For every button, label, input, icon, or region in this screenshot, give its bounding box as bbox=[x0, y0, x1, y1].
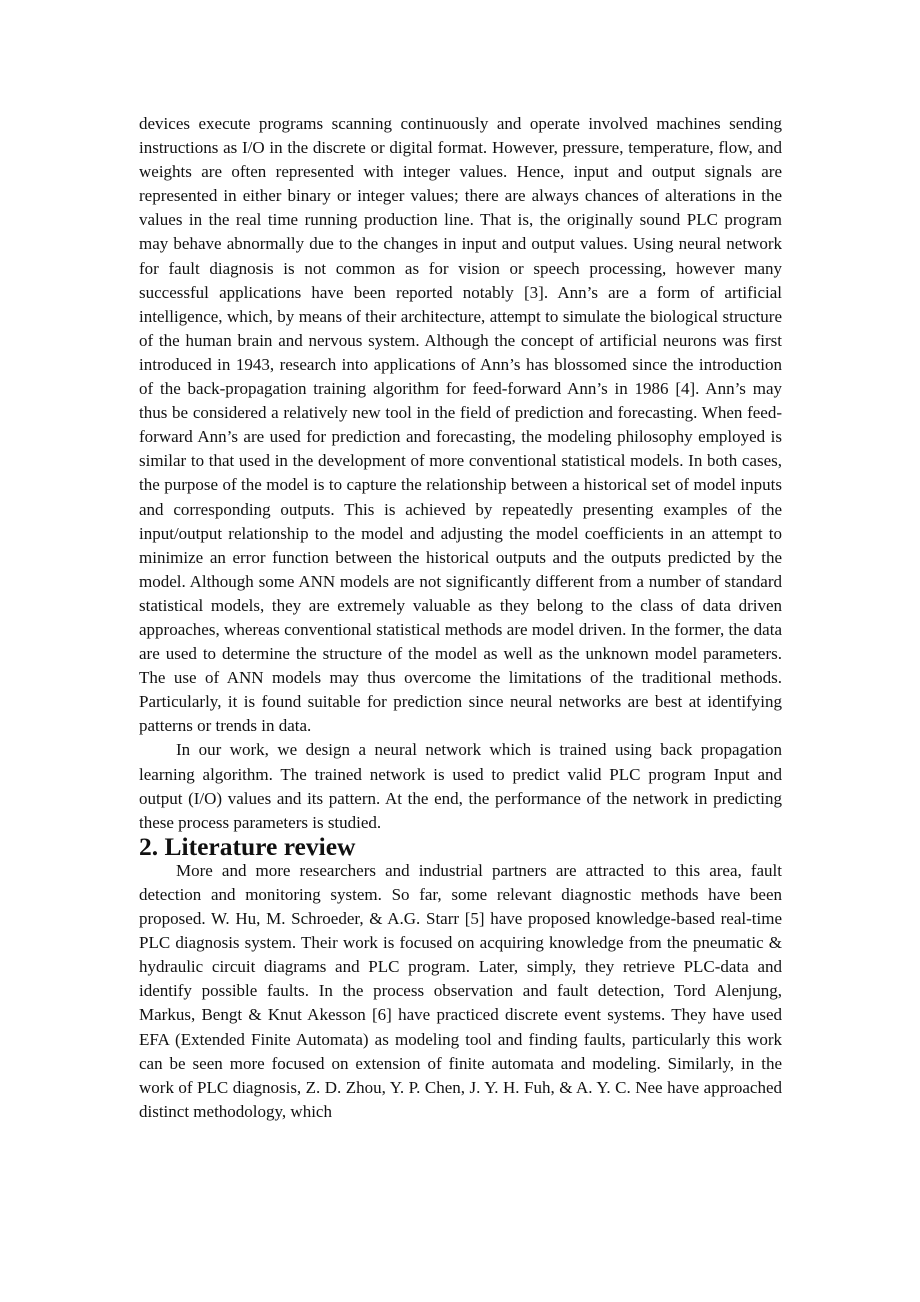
body-paragraph-literature: More and more researchers and industrial partners are attracted to this area, fault detection and monitoring system. So far, some relevant diagnostic methods have been proposed. W. Hu, M. Schroeder, & A.G. Starr [5] have proposed knowledge-based real-time PLC diagnosis system. Their work is focused on acquiring knowledge from the pneumatic & hydraulic circuit diagrams and PLC program. Later, simply, they retrieve PLC-data and identify possible faults. In the process observation and fault detection, Tord Alenjung, Markus, Bengt & Knut Akesson [6] have practiced discrete event systems. They have used EFA (Extended Finite Automata) as modeling tool and finding faults, particularly this work can be seen more focused on extension of finite automata and modeling. Similarly, in the work of PLC diagnosis, Z. D. Zhou, Y. P. Chen, J. Y. H. Fuh, & A. Y. C. Nee have approached distinct methodology, which bbox=[139, 860, 782, 1121]
body-paragraph-our-work: In our work, we design a neural network which is trained using back propagation learning algorithm. The trained network is used to predict valid PLC program Input and output (I/O) values and its pattern. At the end, the performance of the network in predicting these process parameters is studied. bbox=[139, 740, 782, 832]
body-paragraph-intro-continued: devices execute programs scanning continuously and operate involved machines sending instructions as I/O in the discrete or digital format. However, pressure, temperature, flow, and weights are often represented with integer values. Hence, input and output signals are represented in either binary or integer values; there are always chances of alterations in the values in the real time running production line. That is, the originally sound PLC program may behave abnormally due to the changes in input and output values. Using neural network for fault diagnosis is not common as for vision or speech processing, however many successful applications have been reported notably [3]. Ann’s are a form of artificial intelligence, which, by means of their architecture, attempt to simulate the biological structure of the human brain and nervous system. Although the concept of artificial neurons was first introduced in 1943, research into applications of Ann’s has blossomed since the introduction of the back-propagation training algorithm for feed-forward Ann’s in 1986 [4]. Ann’s may thus be considered a relatively new tool in the field of prediction and forecasting. When feed-forward Ann’s are used for prediction and forecasting, the modeling philosophy employed is similar to that used in the development of more conventional statistical models. In both cases, the purpose of the model is to capture the relationship between a historical set of model inputs and corresponding outputs. This is achieved by repeatedly presenting examples of the input/output relationship to the model and adjusting the model coefficients in an attempt to minimize an error function between the historical outputs and the outputs predicted by the model. Although some ANN models are not significantly different from a number of standard statistical models, they are extremely valuable as they belong to the class of data driven approaches, whereas conventional statistical methods are model driven. In the former, the data are used to determine the structure of the model as well as the unknown model parameters. The use of ANN models may thus overcome the limitations of the traditional methods. Particularly, it is found suitable for prediction since neural networks are best at identifying patterns or trends in data. bbox=[139, 114, 782, 736]
section-heading: 2. Literature review bbox=[139, 831, 356, 861]
paper-page bbox=[139, 112, 782, 1124]
